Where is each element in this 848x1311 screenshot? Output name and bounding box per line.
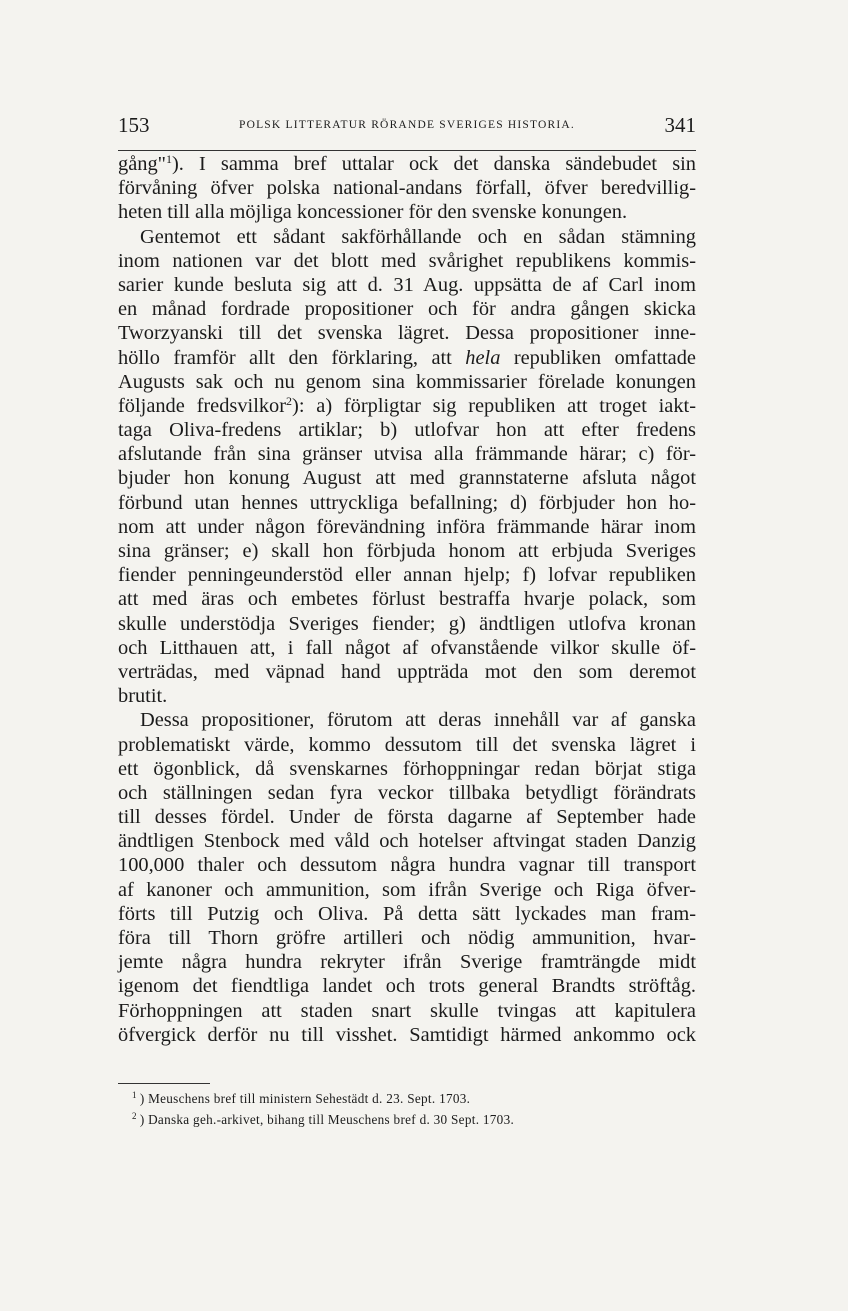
header-rule	[118, 150, 696, 151]
footnote: $^1$ ) Meuschens bref till ministern Sehestädt d. 23. Sept. 1703.	[132, 1090, 471, 1106]
text-line: sarier kunde besluta sig att d. 31 Aug. uppsätta de af Carl inom	[118, 273, 696, 296]
text-line: brutit.	[118, 685, 168, 708]
main-text	[118, 152, 696, 1047]
text-line: föra till Thorn gröfre artilleri och nödig ammunition, hvar-	[118, 927, 696, 949]
footnote-ref: 1	[165, 152, 172, 166]
text-line: förbund utan hennes uttryckliga befallning; d) förbjuder hon ho-	[118, 491, 696, 514]
text-line: Tworzyanski till det svenska lägret. Dessa propositioner inne-	[118, 322, 696, 345]
footnote-mark: 2	[132, 1111, 137, 1121]
running-header	[118, 113, 696, 147]
text-line: problematiskt värde, kommo dessutom till det svenska lägret i	[118, 733, 696, 756]
text-line: till desses fördel. Under de första dagarne af September hade	[118, 806, 696, 829]
text-line: skulle understödja Sveriges fiender; g) ändtligen utlofva kronan	[118, 612, 696, 635]
text-line: och ställningen sedan fyra veckor tillbaka betydligt förändrats	[118, 781, 696, 804]
text-line: Dessa propositioner, förutom att deras innehåll var af ganska	[140, 709, 696, 732]
page-number-right: 341	[664, 113, 696, 137]
text-line: och Litthauen att, i fall något af ofvanstående vilkor skulle öf-	[118, 636, 696, 659]
text-line: ändtligen Stenbock med våld och hotelser aftvingat staden Danzig	[118, 830, 696, 853]
text-line: förvåning öfver polska national-andans förfall, öfver beredvillig-	[118, 177, 696, 200]
text-line: öfvergick derför nu till visshet. Samtidigt härmed ankommo ock	[118, 1023, 696, 1046]
footnote-rule	[118, 1083, 210, 1084]
text-line: ett ögonblick, då svenskarnes förhoppningar redan börjat stiga	[118, 757, 696, 780]
text-line: 100,000 thaler och dessutom några hundra vagnar till transport	[118, 854, 696, 877]
page-number-left: 153	[118, 113, 150, 137]
footnote-ref: 2	[286, 393, 293, 408]
text-line: Förhoppningen att staden snart skulle tvingas att kapitulera	[118, 999, 696, 1022]
text-line: följande fredsvilkor$^2$): a) förpligtar sig republiken att troget iakt-	[118, 393, 696, 417]
text-line: fiender penningeunderstöd eller annan hjelp; f) lofvar republiken	[118, 564, 696, 587]
text-line: Gentemot ett sådant sakförhållande och en sådan stämning	[140, 225, 696, 248]
footnote: $^2$ ) Danska geh.-arkivet, bihang till Meuschens bref d. 30 Sept. 1703.	[132, 1111, 515, 1127]
text-line: nom att under någon förevändning införa främmande härar inom	[118, 515, 696, 538]
text-line: jemte några hundra rekryter ifrån Sverige framträngde midt	[118, 951, 696, 974]
text-line: en månad fordrade propositioner och för andra gången skicka	[118, 298, 696, 321]
text-line: att med äras och embetes förlust bestraffa hvarje polack, som	[118, 588, 696, 611]
text-line: sina gränser; e) skall hon förbjuda honom att erbjuda Sveriges	[118, 540, 696, 562]
footnote-mark: 1	[132, 1090, 137, 1100]
footnotes	[132, 1088, 514, 1130]
emphasis: hela	[465, 346, 501, 369]
text-line: verträdas, med väpnad hand uppträda mot den som deremot	[118, 660, 696, 683]
text-line: heten till alla möjliga koncessioner för den svenske konungen.	[118, 201, 628, 224]
text-line: bjuder hon konung August att med grannstaterne afsluta något	[118, 467, 696, 490]
text-line: taga Oliva-fredens artiklar; b) utlofvar hon att efter fredens	[118, 419, 696, 442]
text-line: förts till Putzig och Oliva. På detta sätt lyckades man fram-	[118, 902, 696, 925]
text-line: Augusts sak och nu genom sina kommissarier förelade konungen	[118, 370, 696, 393]
text-line: inom nationen var det blott med svårighet republikens kommis-	[118, 249, 696, 272]
running-title: POLSK LITTERATUR RÖRANDE SVERIGES HISTORIA.	[238, 119, 576, 131]
text-line: igenom det fiendtliga landet och trots general Brandts ströftåg.	[118, 975, 696, 998]
text-line: höllo framför allt den förklaring, att hela republiken omfattade	[118, 346, 696, 369]
text-line: gång"$^1$). I samma bref uttalar ock det danska sändebudet sin	[118, 152, 696, 175]
text-line: afslutande från sina gränser utvisa alla främmande härar; c) för-	[118, 443, 696, 466]
text-line: af kanoner och ammunition, som ifrån Sverige och Riga öfver-	[118, 878, 696, 901]
